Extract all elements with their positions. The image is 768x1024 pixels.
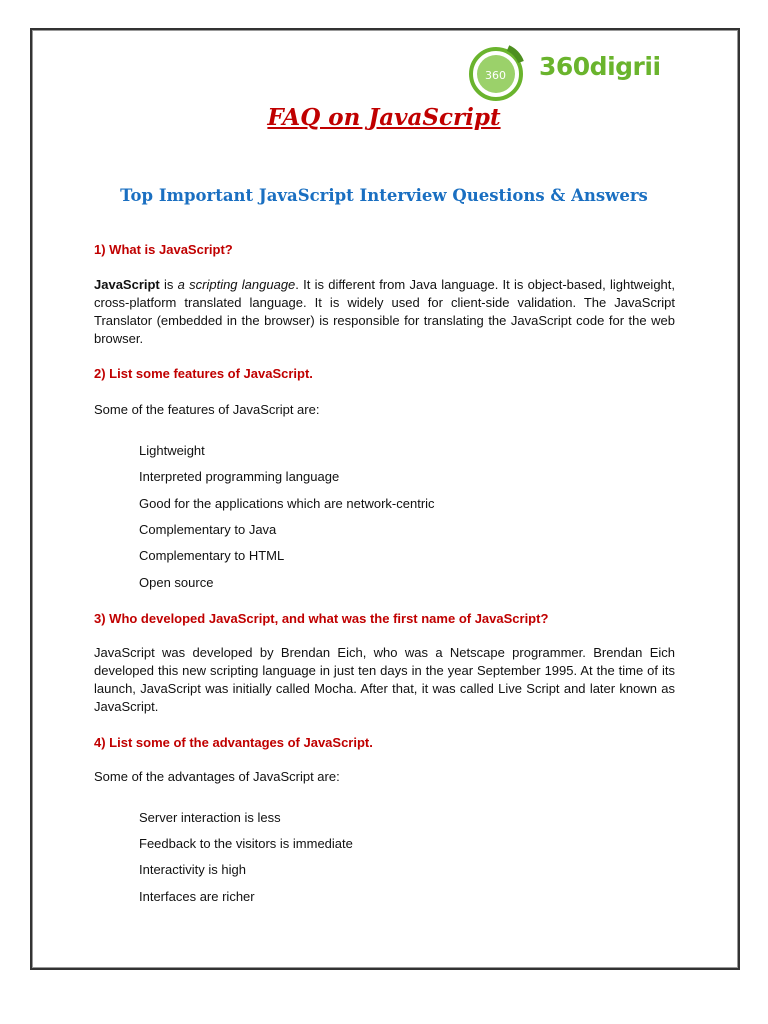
answer-1-term: JavaScript (94, 277, 160, 292)
question-3: 3) Who developed JavaScript, and what was the first name of JavaScript? (94, 611, 549, 626)
question-2: 2) List some features of JavaScript. (94, 366, 313, 381)
list-item: Good for the applications which are network-centric (139, 496, 435, 511)
question-1: 1) What is JavaScript? (94, 242, 233, 257)
list-item: Complementary to HTML (139, 548, 285, 563)
answer-1: JavaScript is a scripting language. It is different from Java language. It is object-based, lightweight, cross-platform translated language. It is widely used for client-side validation. The JavaScript Translator (embedded in the browser) is responsible for translating the JavaScript code for the web browser. (94, 277, 675, 346)
logo-text: 360digrii (539, 52, 661, 81)
logo-badge: 360 (485, 69, 506, 82)
page-subtitle: Top Important JavaScript Interview Questions & Answers (120, 186, 648, 205)
logo-circle-icon (468, 42, 534, 104)
list-item: Interactivity is high (139, 862, 246, 877)
logo (468, 42, 678, 104)
advantages-intro: Some of the advantages of JavaScript are: (94, 769, 340, 784)
answer-1-rest: . It is different from Java language. It is object-based, lightweight, cross-platform translated language. It is widely used for client-side validation. The JavaScript Translator (embedded in the browser) is responsible for translating the JavaScript code for the web browser. (94, 277, 675, 346)
list-item: Open source (139, 575, 214, 590)
list-item: Interpreted programming language (139, 469, 340, 484)
answer-1-italic: a scripting language (177, 277, 296, 292)
list-item: Server interaction is less (139, 810, 281, 825)
list-item: Complementary to Java (139, 522, 277, 537)
features-intro: Some of the features of JavaScript are: (94, 402, 320, 417)
list-item: Interfaces are richer (139, 889, 255, 904)
list-item: Lightweight (139, 443, 205, 458)
list-item: Feedback to the visitors is immediate (139, 836, 353, 851)
answer-3: JavaScript was developed by Brendan Eich, who was a Netscape programmer. Brendan Eich developed this new scripting language in just ten days in the year September 1995. At the time of its launch, JavaScript was initially called Mocha. After that, it was called Live Script and later known as JavaScript. (94, 645, 675, 714)
page-title: FAQ on JavaScript (267, 104, 501, 131)
question-4: 4) List some of the advantages of JavaScript. (94, 735, 373, 750)
